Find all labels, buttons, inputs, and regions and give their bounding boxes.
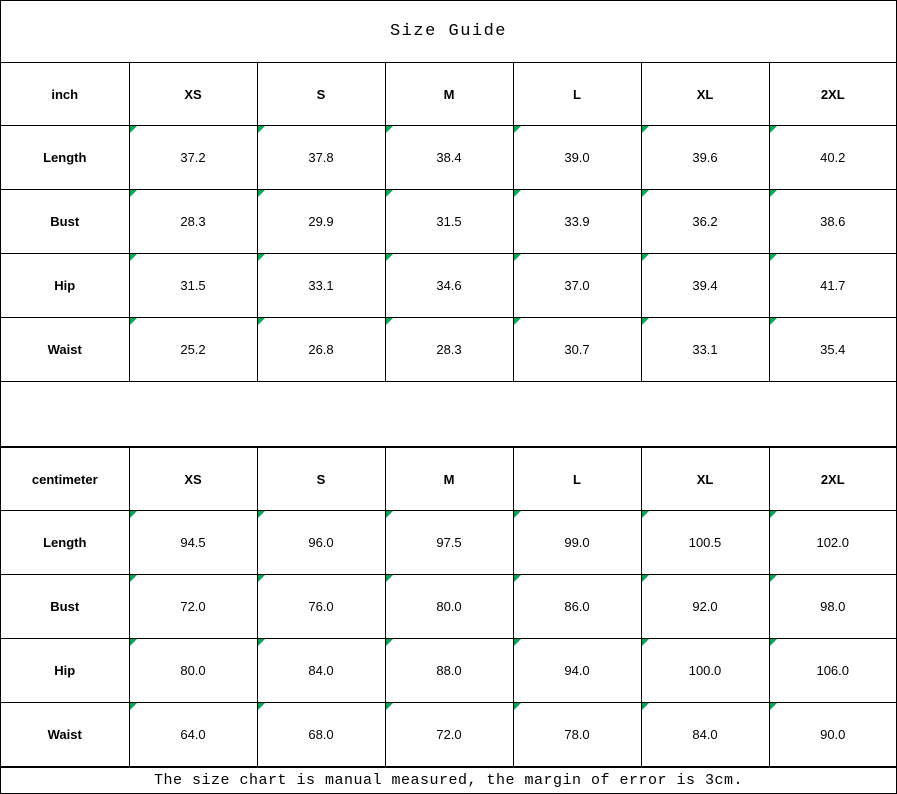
cell-cm-length-l: 99.0 (513, 511, 641, 575)
cell-waist-xl: 33.1 (641, 318, 769, 382)
table-row (1, 318, 896, 382)
size-header-cm-2xl: 2XL (769, 448, 896, 511)
table-row (1, 126, 896, 190)
table-row (1, 254, 896, 318)
cell-cm-length-2xl: 102.0 (769, 511, 896, 575)
size-header-cm-s: S (257, 448, 385, 511)
size-table-centimeter (1, 447, 896, 767)
cell-waist-l: 30.7 (513, 318, 641, 382)
row-label-cm-length: Length (1, 511, 129, 575)
size-header-cm-m: M (385, 448, 513, 511)
cell-hip-l: 37.0 (513, 254, 641, 318)
cell-cm-waist-xl: 84.0 (641, 703, 769, 767)
cell-bust-xl: 36.2 (641, 190, 769, 254)
size-header-l: L (513, 63, 641, 126)
cell-cm-waist-xs: 64.0 (129, 703, 257, 767)
table-header-row-inch (1, 63, 896, 126)
cell-cm-waist-2xl: 90.0 (769, 703, 896, 767)
cell-waist-s: 26.8 (257, 318, 385, 382)
cell-cm-bust-s: 76.0 (257, 575, 385, 639)
cell-bust-l: 33.9 (513, 190, 641, 254)
table-header-row-centimeter (1, 448, 896, 511)
cell-hip-m: 34.6 (385, 254, 513, 318)
cell-cm-bust-xl: 92.0 (641, 575, 769, 639)
row-label-cm-hip: Hip (1, 639, 129, 703)
cell-cm-length-xs: 94.5 (129, 511, 257, 575)
size-table-inch (1, 62, 896, 447)
cell-length-m: 38.4 (385, 126, 513, 190)
cell-cm-bust-xs: 72.0 (129, 575, 257, 639)
cell-cm-hip-l: 94.0 (513, 639, 641, 703)
footer-note: The size chart is manual measured, the margin of error is 3cm. (1, 767, 896, 793)
size-header-cm-l: L (513, 448, 641, 511)
cell-cm-length-xl: 100.5 (641, 511, 769, 575)
table-row (1, 511, 896, 575)
cell-waist-2xl: 35.4 (769, 318, 896, 382)
size-header-xs: XS (129, 63, 257, 126)
cell-cm-hip-xl: 100.0 (641, 639, 769, 703)
table-row (1, 703, 896, 767)
row-label-waist: Waist (1, 318, 129, 382)
cell-hip-xs: 31.5 (129, 254, 257, 318)
cell-cm-bust-m: 80.0 (385, 575, 513, 639)
row-label-bust: Bust (1, 190, 129, 254)
unit-label-inch: inch (1, 63, 129, 126)
cell-hip-xl: 39.4 (641, 254, 769, 318)
cell-cm-hip-2xl: 106.0 (769, 639, 896, 703)
cell-cm-waist-m: 72.0 (385, 703, 513, 767)
cell-bust-xs: 28.3 (129, 190, 257, 254)
table-row (1, 190, 896, 254)
cell-cm-hip-s: 84.0 (257, 639, 385, 703)
size-header-cm-xl: XL (641, 448, 769, 511)
cell-length-xl: 39.6 (641, 126, 769, 190)
cell-cm-length-s: 96.0 (257, 511, 385, 575)
size-header-cm-xs: XS (129, 448, 257, 511)
cell-waist-xs: 25.2 (129, 318, 257, 382)
unit-label-centimeter: centimeter (1, 448, 129, 511)
cell-cm-waist-s: 68.0 (257, 703, 385, 767)
cell-length-xs: 37.2 (129, 126, 257, 190)
cell-cm-hip-xs: 80.0 (129, 639, 257, 703)
table-row (1, 639, 896, 703)
table-row (1, 575, 896, 639)
cell-cm-length-m: 97.5 (385, 511, 513, 575)
size-header-2xl: 2XL (769, 63, 896, 126)
size-header-s: S (257, 63, 385, 126)
cell-waist-m: 28.3 (385, 318, 513, 382)
row-label-length: Length (1, 126, 129, 190)
cell-length-2xl: 40.2 (769, 126, 896, 190)
size-header-m: M (385, 63, 513, 126)
page-title: Size Guide (389, 22, 508, 41)
cell-bust-s: 29.9 (257, 190, 385, 254)
row-label-hip: Hip (1, 254, 129, 318)
cell-cm-waist-l: 78.0 (513, 703, 641, 767)
size-header-xl: XL (641, 63, 769, 126)
cell-hip-s: 33.1 (257, 254, 385, 318)
cell-cm-bust-2xl: 98.0 (769, 575, 896, 639)
cell-cm-bust-l: 86.0 (513, 575, 641, 639)
cell-bust-m: 31.5 (385, 190, 513, 254)
cell-length-l: 39.0 (513, 126, 641, 190)
row-label-cm-waist: Waist (1, 703, 129, 767)
cell-length-s: 37.8 (257, 126, 385, 190)
cell-cm-hip-m: 88.0 (385, 639, 513, 703)
cell-bust-2xl: 38.6 (769, 190, 896, 254)
table-spacer (1, 382, 896, 447)
cell-hip-2xl: 41.7 (769, 254, 896, 318)
row-label-cm-bust: Bust (1, 575, 129, 639)
